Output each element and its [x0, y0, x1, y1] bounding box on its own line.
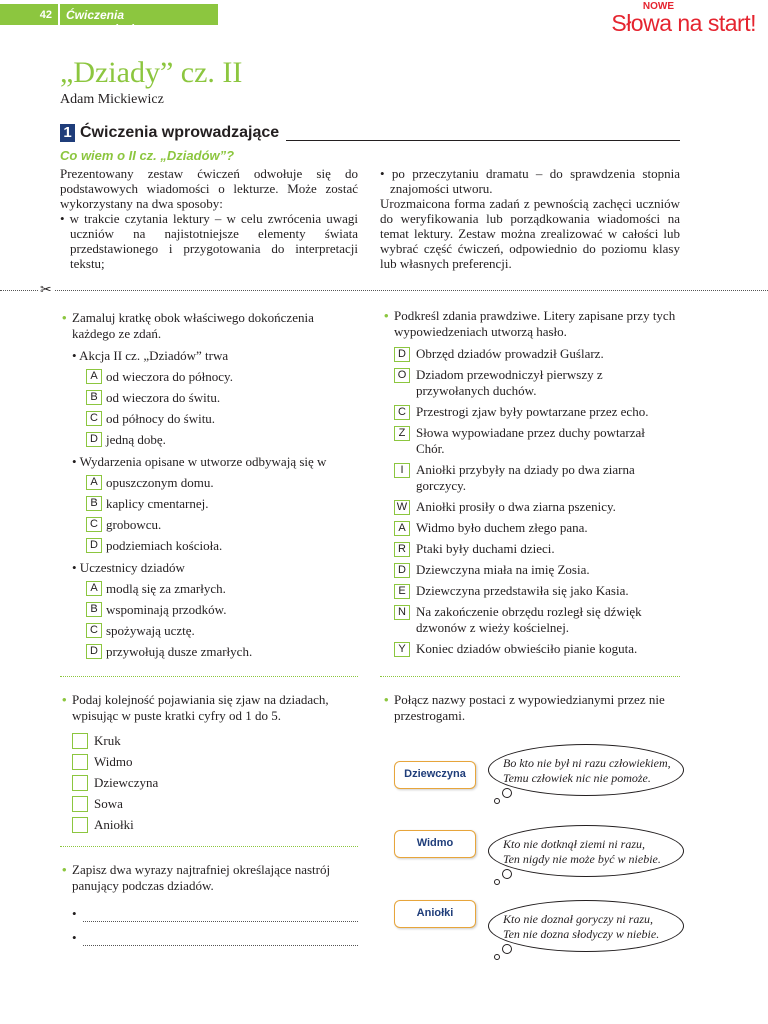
intro-left: [60, 166, 358, 271]
statement-item[interactable]: [394, 604, 666, 636]
bullet-icon: •: [62, 692, 67, 707]
answer-checkbox[interactable]: A: [86, 475, 102, 490]
statement-letter: Y: [394, 642, 410, 657]
character-name-pill[interactable]: Aniołki: [394, 900, 476, 928]
exercise-ordering: [62, 692, 358, 835]
header-section-label: Ćwiczenia wprowadzające: [58, 4, 218, 25]
answer-option[interactable]: [86, 408, 358, 429]
cut-line: [0, 290, 768, 291]
option-text: jedną dobę.: [106, 431, 166, 447]
statement-letter: Z: [394, 426, 410, 441]
quote-line: Kto nie dotknął ziemi ni razu,: [503, 837, 645, 851]
bullet-icon: •: [384, 692, 389, 707]
page-header-strip: [0, 4, 218, 36]
answer-checkbox[interactable]: C: [86, 411, 102, 426]
page-title: „Dziady” cz. II: [60, 56, 243, 89]
option-text: podziemiach kościoła.: [106, 537, 223, 553]
order-input-box[interactable]: [72, 754, 88, 770]
bullet-icon: •: [62, 862, 67, 877]
bubble-tail: [494, 879, 500, 885]
question-group: [72, 346, 358, 450]
quote-bubble[interactable]: [488, 744, 684, 796]
statement-item[interactable]: [394, 425, 666, 457]
statement-item[interactable]: [394, 562, 666, 578]
answer-line[interactable]: [72, 898, 358, 922]
exercise-prompt: Zamaluj kratkę obok właściwego dokończenia każdego ze zdań.: [72, 310, 314, 341]
brand-small: NOWE: [642, 1, 674, 12]
exercise-prompt: Zapisz dwa wyrazy najtrafniej określające nastrój panujący podczas dziadów.: [72, 862, 331, 893]
order-input-box[interactable]: [72, 775, 88, 791]
order-item: [72, 814, 358, 835]
line-bullet: •: [72, 906, 77, 921]
quote-line: Ten nigdy nie może być w niebie.: [503, 852, 661, 866]
statement-letter: E: [394, 584, 410, 599]
statement-item[interactable]: [394, 499, 666, 515]
order-input-box[interactable]: [72, 796, 88, 812]
statement-text: Obrzęd dziadów prowadził Guślarz.: [416, 346, 604, 361]
exercise-prompt: Podaj kolejność pojawiania się zjaw na dziadach, wpisując w puste kratki cyfry od 1 do 5.: [72, 692, 329, 723]
quote-line: Ten nie dozna słodyczy w niebie.: [503, 927, 660, 941]
section-number: 1: [60, 124, 75, 142]
bullet-icon: •: [384, 308, 389, 323]
section-heading: [60, 124, 680, 146]
question-group: [72, 558, 358, 662]
intro-paragraph: Urozmaicona forma zadań z pewnością zachęci uczniów do weryfikowania lub porządkowania wiadomości na temat lektury. Zestaw można zrealizować w całości lub wybrać część ćwiczeń, odpowiednio do poziomu klasy lub własnych preferencji.: [380, 196, 680, 271]
answer-checkbox[interactable]: D: [86, 432, 102, 447]
bubble-tail: [502, 869, 512, 879]
statement-text: Dziewczyna miała na imię Zosia.: [416, 562, 590, 577]
statement-text: Koniec dziadów obwieściło pianie koguta.: [416, 641, 638, 656]
answer-option[interactable]: [86, 429, 358, 450]
statement-text: Słowa wypowiadane przez duchy powtarzał Chór.: [416, 425, 645, 456]
answer-option[interactable]: [86, 641, 358, 662]
intro-bullet: • w trakcie czytania lektury – w celu zwrócenia uwagi uczniów na najistotniejsze elementy świata przedstawionego i przygotowania do interpretacji tekstu;: [60, 211, 358, 271]
statement-letter: R: [394, 542, 410, 557]
exercise-true-sentences: [384, 308, 682, 662]
option-text: grobowcu.: [106, 516, 162, 532]
statement-text: Aniołki prosiły o dwa ziarna pszenicy.: [416, 499, 616, 514]
answer-checkbox[interactable]: A: [86, 369, 102, 384]
statement-letter: W: [394, 500, 410, 515]
bubble-tail: [494, 798, 500, 804]
intro-paragraph: Prezentowany zestaw ćwiczeń odwołuje się do podstawowych wiadomości o lekturze. Może zostać wykorzystany na dwa sposoby:: [60, 166, 358, 211]
statement-item[interactable]: [394, 641, 666, 657]
bubble-tail: [502, 788, 512, 798]
quote-line: Kto nie doznał goryczy ni razu,: [503, 912, 653, 926]
option-text: przywołują dusze zmarłych.: [106, 643, 253, 659]
option-text: wspominają przodków.: [106, 601, 227, 617]
brand-logo: [611, 2, 756, 34]
bubble-tail: [494, 954, 500, 960]
option-text: modlą się za zmarłych.: [106, 580, 226, 596]
exercise-prompt: Połącz nazwy postaci z wypowiedzianymi przez nie przestrogami.: [394, 692, 665, 723]
section-divider: [60, 846, 358, 847]
author: Adam Mickiewicz: [60, 92, 164, 107]
statement-letter: D: [394, 347, 410, 362]
statement-text: Dziadom przewodniczył pierwszy z przywołanych duchów.: [416, 367, 603, 398]
order-item: [72, 751, 358, 772]
quote-line: Temu człowiek nic nie pomoże.: [503, 771, 651, 785]
brand-big: Słowa na start!: [611, 10, 756, 36]
section-rule: [286, 140, 680, 141]
order-item-label: Aniołki: [94, 816, 134, 832]
order-item-label: Widmo: [94, 753, 133, 769]
question-stem: • Wydarzenia opisane w utworze odbywają się w: [72, 454, 327, 469]
option-text: spożywają ucztę.: [106, 622, 195, 638]
exercise-mood-words: [62, 862, 358, 946]
quote-bubble[interactable]: [488, 825, 684, 877]
statement-text: Ptaki były duchami dzieci.: [416, 541, 555, 556]
order-item: [72, 730, 358, 751]
order-input-box[interactable]: [72, 733, 88, 749]
statement-text: Aniołki przybyły na dziady po dwa ziarna gorczycy.: [416, 462, 635, 493]
answer-option[interactable]: [86, 514, 358, 535]
statement-item[interactable]: [394, 462, 666, 494]
statement-item[interactable]: [394, 520, 666, 536]
exercise-multiple-choice: [62, 310, 358, 662]
order-item: [72, 772, 358, 793]
quote-line: Bo kto nie był ni razu człowiekiem,: [503, 756, 671, 770]
statement-text: Widmo było duchem złego pana.: [416, 520, 588, 535]
answer-option[interactable]: [86, 599, 358, 620]
answer-option[interactable]: [86, 366, 358, 387]
character-name-pill[interactable]: Dziewczyna: [394, 761, 476, 789]
exercise-prompt: Podkreśl zdania prawdziwe. Litery zapisane przy tych wypowiedzeniach utworzą hasło.: [394, 308, 676, 339]
order-item-label: Dziewczyna: [94, 774, 159, 790]
statement-letter: N: [394, 605, 410, 620]
option-text: kaplicy cmentarnej.: [106, 495, 209, 511]
answer-checkbox[interactable]: D: [86, 644, 102, 659]
answer-line[interactable]: [72, 922, 358, 946]
order-input-box[interactable]: [72, 817, 88, 833]
answer-checkbox[interactable]: D: [86, 538, 102, 553]
answer-checkbox[interactable]: B: [86, 390, 102, 405]
line-bullet: •: [72, 930, 77, 945]
statement-text: Przestrogi zjaw były powtarzane przez echo.: [416, 404, 649, 419]
bubble-tail: [502, 944, 512, 954]
question-stem: • Akcja II cz. „Dziadów” trwa: [72, 348, 229, 363]
section-divider: [60, 676, 358, 677]
dotted-line[interactable]: [83, 932, 358, 946]
option-text: opuszczonym domu.: [106, 474, 214, 490]
section-subtitle: Co wiem o II cz. „Dziadów”?: [60, 148, 235, 163]
order-item: [72, 793, 358, 814]
statement-letter: C: [394, 405, 410, 420]
answer-option[interactable]: [86, 620, 358, 641]
order-item-label: Sowa: [94, 795, 123, 811]
statement-letter: I: [394, 463, 410, 478]
answer-option[interactable]: [86, 472, 358, 493]
intro-bullet: • po przeczytaniu dramatu – do sprawdzenia stopnia znajomości utworu.: [380, 166, 680, 196]
question-stem: • Uczestnicy dziadów: [72, 560, 185, 575]
question-group: [72, 452, 358, 556]
statement-letter: A: [394, 521, 410, 536]
statement-letter: D: [394, 563, 410, 578]
page-number: 42: [0, 4, 58, 25]
statement-item[interactable]: [394, 541, 666, 557]
answer-checkbox[interactable]: B: [86, 496, 102, 511]
order-item-label: Kruk: [94, 732, 121, 748]
answer-option[interactable]: [86, 578, 358, 599]
exercise-matching: [384, 692, 682, 724]
statement-letter: O: [394, 368, 410, 383]
answer-checkbox[interactable]: C: [86, 623, 102, 638]
bullet-icon: •: [62, 310, 67, 325]
answer-checkbox[interactable]: C: [86, 517, 102, 532]
intro-right: [380, 166, 680, 271]
answer-option[interactable]: [86, 535, 358, 556]
option-text: od wieczora do północy.: [106, 368, 233, 384]
statement-text: Na zakończenie obrzędu rozległ się dźwięk dzwonów z wieży kościelnej.: [416, 604, 642, 635]
character-name-pill[interactable]: Widmo: [394, 830, 476, 858]
scissors-icon: ✂: [40, 282, 52, 298]
statement-text: Dziewczyna przedstawiła się jako Kasia.: [416, 583, 629, 598]
option-text: od północy do świtu.: [106, 410, 216, 426]
quote-bubble[interactable]: [488, 900, 684, 952]
answer-option[interactable]: [86, 387, 358, 408]
statement-item[interactable]: [394, 404, 666, 420]
statement-item[interactable]: [394, 367, 666, 399]
answer-option[interactable]: [86, 493, 358, 514]
option-text: od wieczora do świtu.: [106, 389, 221, 405]
statement-item[interactable]: [394, 346, 666, 362]
answer-checkbox[interactable]: A: [86, 581, 102, 596]
answer-checkbox[interactable]: B: [86, 602, 102, 617]
section-divider: [380, 676, 680, 677]
dotted-line[interactable]: [83, 908, 358, 922]
section-title: Ćwiczenia wprowadzające: [80, 124, 280, 141]
statement-item[interactable]: [394, 583, 666, 599]
